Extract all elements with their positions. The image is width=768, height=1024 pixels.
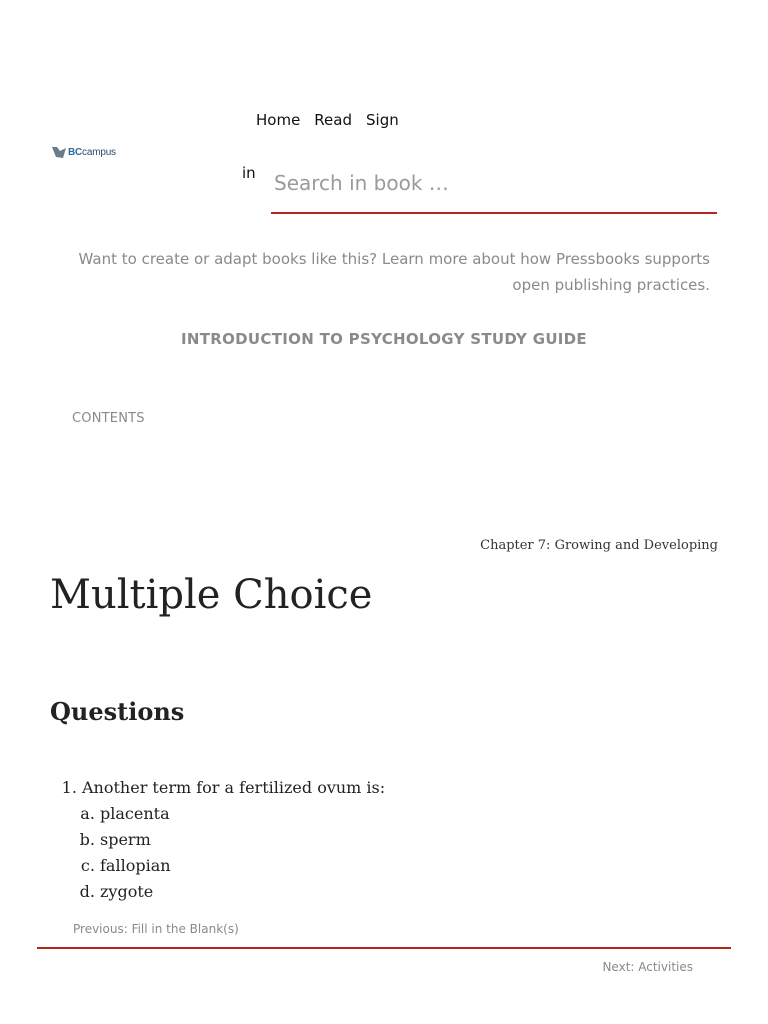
pressbooks-promo-text[interactable]: Want to create or adapt books like this? Learn more about how Pressbooks supports open publishing practices.	[78, 250, 710, 294]
next-page-link[interactable]: Next: Activities	[602, 960, 693, 974]
nav-sign-in-link-continued[interactable]: in	[242, 164, 256, 182]
footer-divider	[37, 947, 731, 949]
answer-option: b. sperm	[100, 827, 768, 853]
book-title[interactable]: INTRODUCTION TO PSYCHOLOGY STUDY GUIDE	[181, 330, 587, 348]
answer-options	[82, 801, 768, 905]
main-nav	[256, 111, 399, 129]
question-list-container	[0, 775, 768, 917]
logo-text: BCcampus	[68, 146, 116, 158]
question-item	[82, 775, 768, 905]
bccampus-logo[interactable]	[51, 144, 116, 160]
answer-option: d. zygote	[100, 879, 768, 905]
chapter-breadcrumb: Chapter 7: Growing and Developing	[480, 538, 718, 553]
nav-read-link[interactable]: Read	[314, 111, 352, 129]
bccampus-logo-icon	[51, 144, 67, 160]
page-title: Multiple Choice	[50, 572, 373, 618]
contents-toggle[interactable]: CONTENTS	[72, 411, 145, 426]
answer-option: a. placenta	[100, 801, 768, 827]
section-heading: Questions	[50, 697, 185, 726]
search-input[interactable]	[271, 154, 717, 212]
answer-option: c. fallopian	[100, 853, 768, 879]
nav-home-link[interactable]: Home	[256, 111, 301, 129]
nav-sign-in-link[interactable]: Sign	[366, 111, 399, 129]
question-text: Another term for a fertilized ovum is:	[82, 778, 386, 797]
previous-page-link[interactable]: Previous: Fill in the Blank(s)	[73, 922, 239, 936]
question-list	[0, 775, 768, 905]
search-box	[271, 154, 717, 214]
